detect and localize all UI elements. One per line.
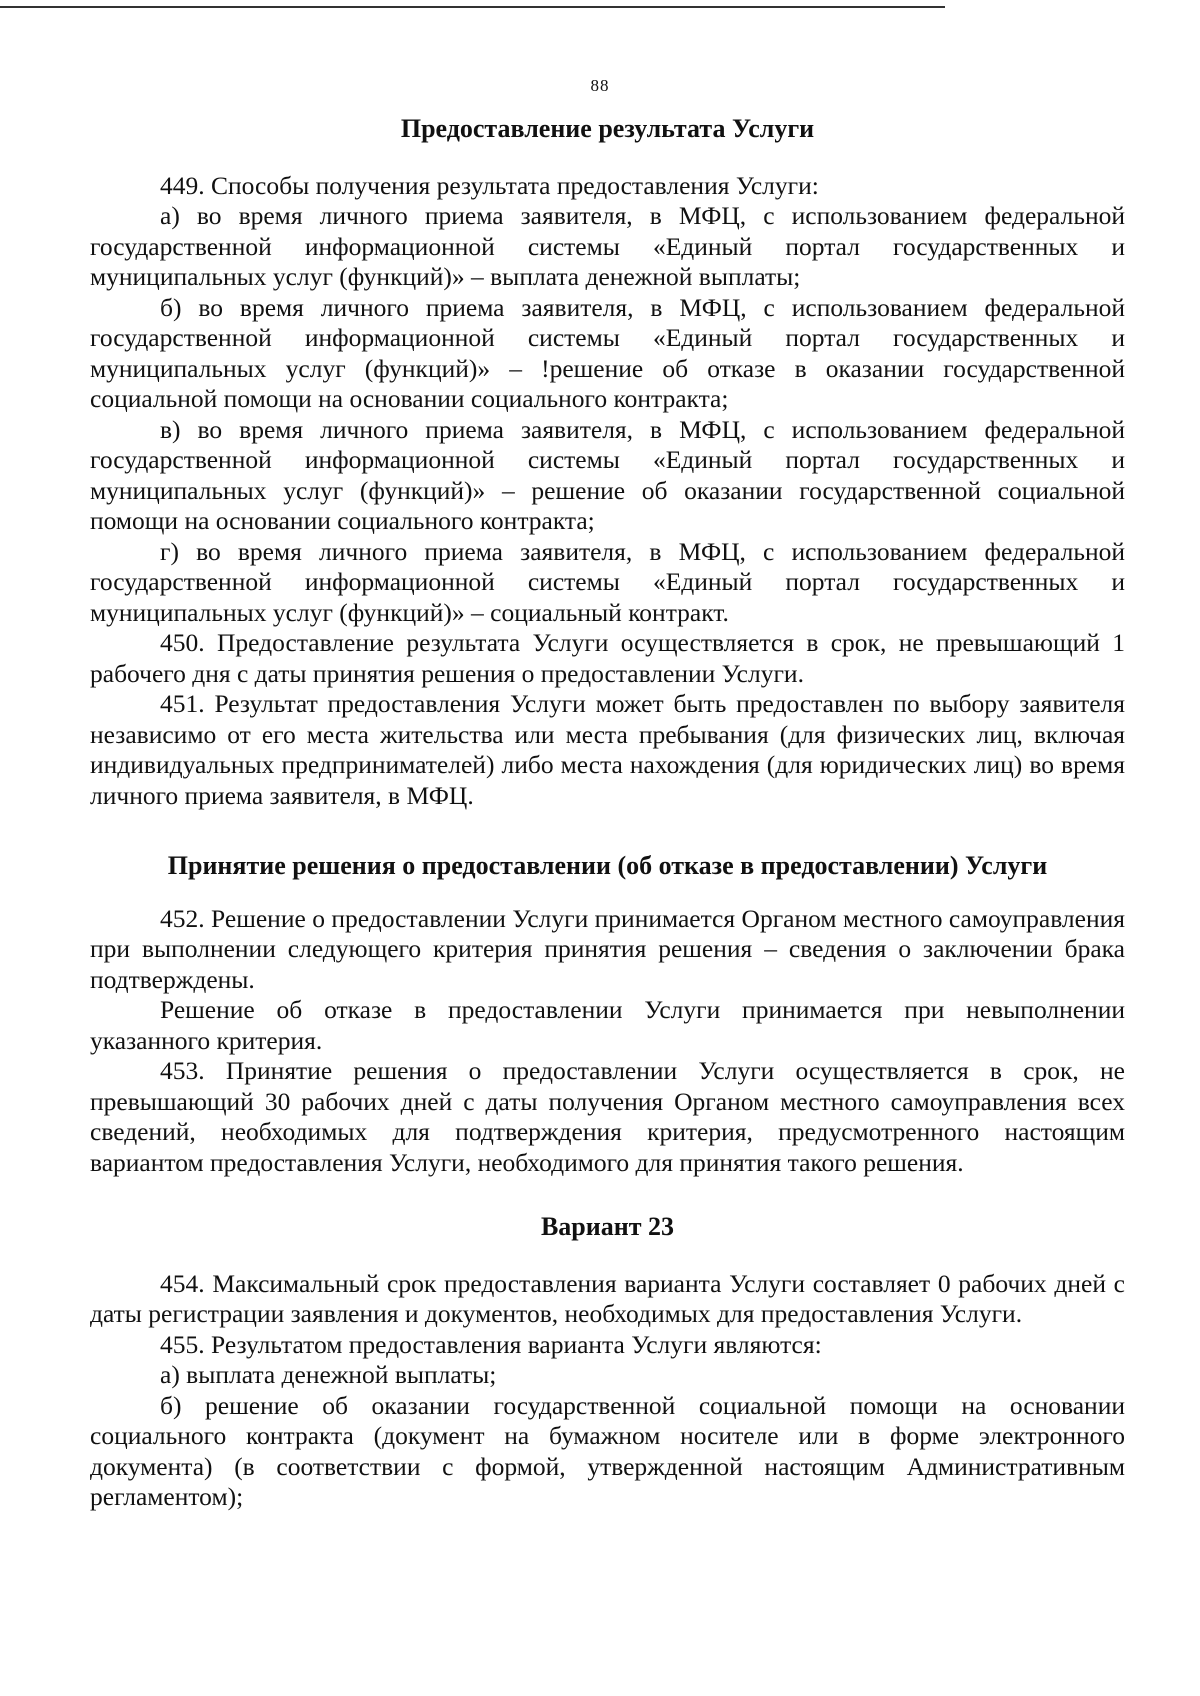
paragraph: г) во время личного приема заявителя, в МФЦ, с использованием федеральной государственной информационной системы «Единый портал государственных и муниципальных услуг (функций)» – социальный контракт. bbox=[90, 536, 1125, 627]
paragraph: в) во время личного приема заявителя, в МФЦ, с использованием федеральной государственной информационной системы «Единый портал государственных и муниципальных услуг (функций)» – решение об оказании государственной социальной помощи на основании социального контракта; bbox=[90, 414, 1125, 535]
paragraph: а) во время личного приема заявителя, в МФЦ, с использованием федеральной государственной информационной системы «Единый портал государственных и муниципальных услуг (функций)» – выплата денежной выплаты; bbox=[90, 201, 1125, 291]
paragraph: 452. Решение о предоставлении Услуги принимается Органом местного самоуправления при выполнении следующего критерия принятия решения – сведения о заключении брака подтверждены. bbox=[90, 903, 1125, 994]
paragraph: 454. Максимальный срок предоставления варианта Услуги составляет 0 рабочих дней с даты регистрации заявления и документов, необходимых для предоставления Услуги. bbox=[90, 1268, 1125, 1328]
paragraph: 455. Результатом предоставления варианта Услуги являются: bbox=[160, 1329, 822, 1359]
top-rule bbox=[0, 6, 945, 8]
paragraph: а) выплата денежной выплаты; bbox=[160, 1360, 497, 1389]
paragraph: Решение об отказе в предоставлении Услуги принимается при невыполнении указанного критерия. bbox=[90, 995, 1125, 1055]
section-heading: Принятие решения о предоставлении (об отказе в предоставлении) Услуги bbox=[167, 851, 1048, 880]
section-heading: Предоставление результата Услуги bbox=[400, 114, 815, 143]
paragraph: 451. Результат предоставления Услуги может быть предоставлен по выбору заявителя независимо от его места жительства или места пребывания (для физических лиц, включая индивидуальных предпринимателей) либо места нахождения (для юридических лиц) во время личного приема заявителя, в МФЦ. bbox=[90, 689, 1125, 810]
section-heading: Вариант 23 bbox=[540, 1212, 675, 1241]
document-body bbox=[90, 114, 1125, 1513]
page-number: 88 bbox=[590, 76, 610, 95]
paragraph: 453. Принятие решения о предоставлении Услуги осуществляется в срок, не превышающий 30 рабочих дней с даты получения Органом местного самоуправления всех сведений, необходимых для подтверждения критерия, предусмотренного настоящим вариантом предоставления Услуги, необходимого для принятия такого решения. bbox=[90, 1056, 1125, 1177]
paragraph: 449. Способы получения результата предоставления Услуги: bbox=[160, 170, 819, 200]
paragraph: б) во время личного приема заявителя, в МФЦ, с использованием федеральной государственной информационной системы «Единый портал государственных и муниципальных услуг (функций)» – !решение об отказе в оказании государственной социальной помощи на основании социального контракта; bbox=[90, 292, 1125, 413]
paragraph: 450. Предоставление результата Услуги осуществляется в срок, не превышающий 1 рабочего дня с даты принятия решения о предоставлении Услуги. bbox=[90, 628, 1125, 688]
paragraph: б) решение об оказании государственной социальной помощи на основании социального контракта (документ на бумажном носителе или в форме электронного документа) (в соответствии с формой, утвержденной настоящим Административным регламентом); bbox=[90, 1390, 1125, 1511]
